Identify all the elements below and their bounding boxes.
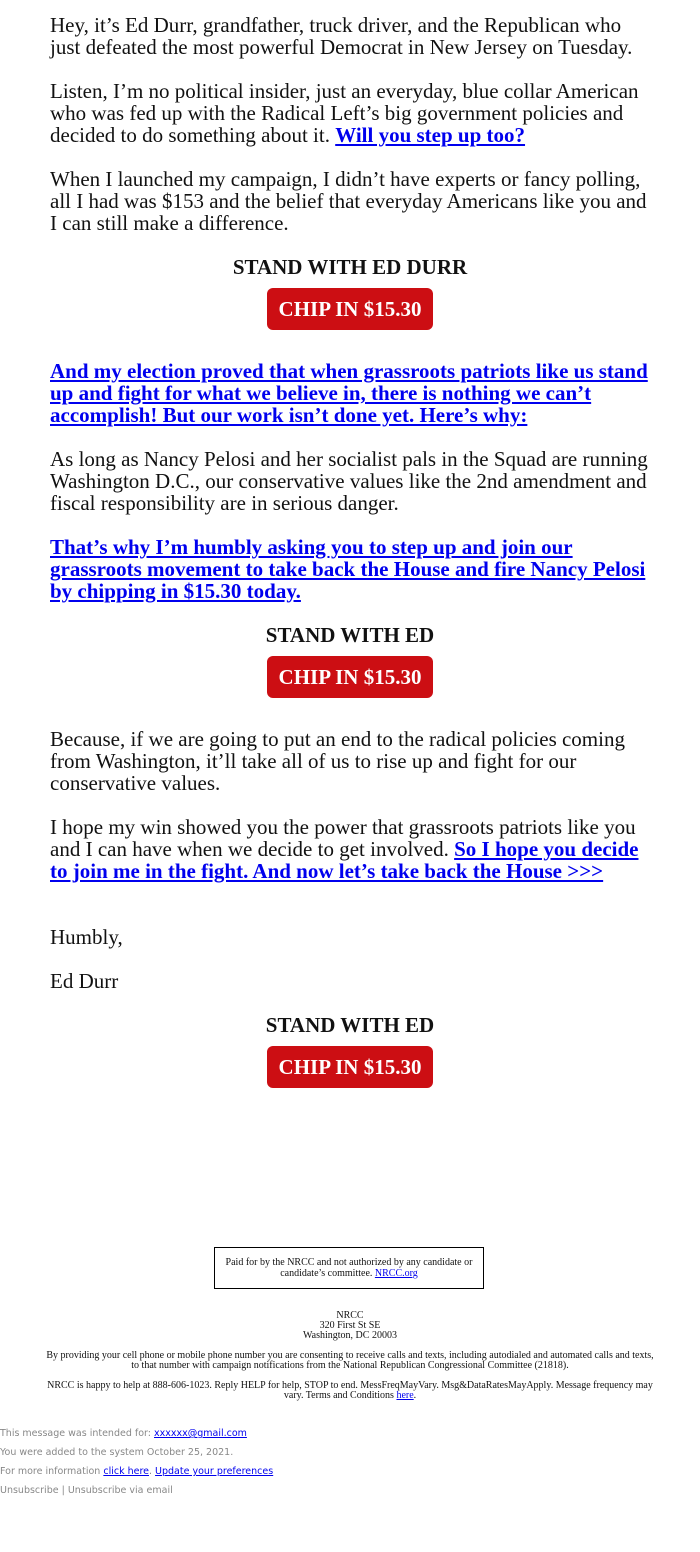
street: 320 First St SE [319, 1320, 381, 1331]
paragraph-campaign [50, 168, 650, 234]
address [45, 1311, 655, 1341]
city: Washington, DC 20003 [303, 1330, 397, 1341]
nrcc-link[interactable]: NRCC.org [374, 1268, 418, 1279]
humbly-asking-link[interactable]: That’s why I’m humbly asking you to step up and join our grassroots movement to take back the House and fire Nancy Pelosi by chipping in $15.30 today. [50, 535, 646, 603]
unsubscribe-line: Unsubscribe | Unsubscribe via email [0, 1485, 173, 1496]
org-name: NRCC [336, 1310, 364, 1321]
step-up-link[interactable]: Will you step up too? [335, 123, 526, 147]
stand-with-heading: STAND WITH ED [265, 1013, 435, 1037]
pelosi-text: As long as Nancy Pelosi and her socialist pals in the Squad are running Washington D.C., our conservative values like the 2nd amendment and fiscal responsibility are in serious danger. [50, 447, 648, 515]
help-text: NRCC is happy to help at 888-606-1023. Reply HELP for help, STOP to end. MessFreqMayVary. Msg&DataRatesMayApply. Message frequency may vary. Terms and Conditions here. [47, 1380, 653, 1401]
intended-label: This message was intended for: [0, 1428, 154, 1439]
click-here-link[interactable]: click here [103, 1466, 149, 1477]
election-link[interactable]: And my election proved that when grassroots patriots like us stand up and fight for what we believe in, there is nothing we can’t accomplish! But our work isn’t done yet. Here’s why: [50, 359, 648, 427]
consent-text: By providing your cell phone or mobile phone number you are consenting to receive calls and texts, including autodialed and automated calls and texts, to that number with campaign notifications from the National Republican Congressional Committee (21818). [46, 1350, 654, 1371]
campaign-text: When I launched my campaign, I didn’t have experts or fancy polling, all I had was $153 and the belief that everyday Americans like you and I can still make a difference. [50, 167, 647, 235]
insider-text: Listen, I’m no political insider, just an everyday, blue collar American who was fed up with the Radical Left’s big government policies and decided to do something about it. [50, 79, 639, 147]
stand-with-heading: STAND WITH ED DURR [232, 255, 468, 279]
help-body: NRCC is happy to help at 888-606-1023. Reply HELP for help, STOP to end. MessFreqMayVary. Msg&DataRatesMayApply. Message frequency may vary. Terms and Conditions [47, 1380, 653, 1401]
paid-for-disclaimer [214, 1247, 484, 1289]
intro-text: Hey, it’s Ed Durr, grandfather, truck driver, and the Republican who just defeated the most powerful Democrat in New Jersey on Tuesday. [50, 13, 633, 59]
chip-in-button[interactable]: CHIP IN $15.30 [267, 288, 434, 330]
email-link[interactable]: xxxxxx@gmail.com [154, 1428, 247, 1439]
win-text: I hope my win showed you the power that grassroots patriots like you and I can have when we decide to get involved. [50, 815, 636, 861]
paragraph-intro [50, 14, 650, 58]
update-preferences-link[interactable]: Update your preferences [155, 1466, 274, 1477]
paragraph-insider [50, 80, 650, 146]
added-line: You were added to the system October 25, 2021. [0, 1447, 234, 1458]
chip-in-button[interactable]: CHIP IN $15.30 [267, 1046, 434, 1088]
signature: Ed Durr [50, 969, 119, 993]
terms-link[interactable]: here [396, 1390, 414, 1401]
take-back-house-link[interactable]: So I hope you decide to join me in the fight. And now let’s take back the House >>> [50, 837, 639, 883]
more-info-label: For more information [0, 1466, 104, 1477]
disclaimer-text: Paid for by the NRCC and not authorized by any candidate or candidate’s committee. [225, 1257, 473, 1279]
stand-with-heading: STAND WITH ED [265, 623, 435, 647]
unsubscribe-email-link[interactable]: Unsubscribe via email [67, 1485, 173, 1496]
email-body [50, 14, 650, 1118]
chip-in-button[interactable]: CHIP IN $15.30 [267, 656, 434, 698]
unsubscribe-link[interactable]: Unsubscribe [0, 1485, 59, 1496]
radical-policies-text: Because, if we are going to put an end to the radical policies coming from Washington, it’ll take all of us to rise up and fight for our conservative values. [50, 727, 625, 795]
closing: Humbly, [50, 925, 123, 949]
more-info-line: For more information click here. Update your preferences [0, 1466, 274, 1477]
intended-line [0, 1428, 247, 1439]
